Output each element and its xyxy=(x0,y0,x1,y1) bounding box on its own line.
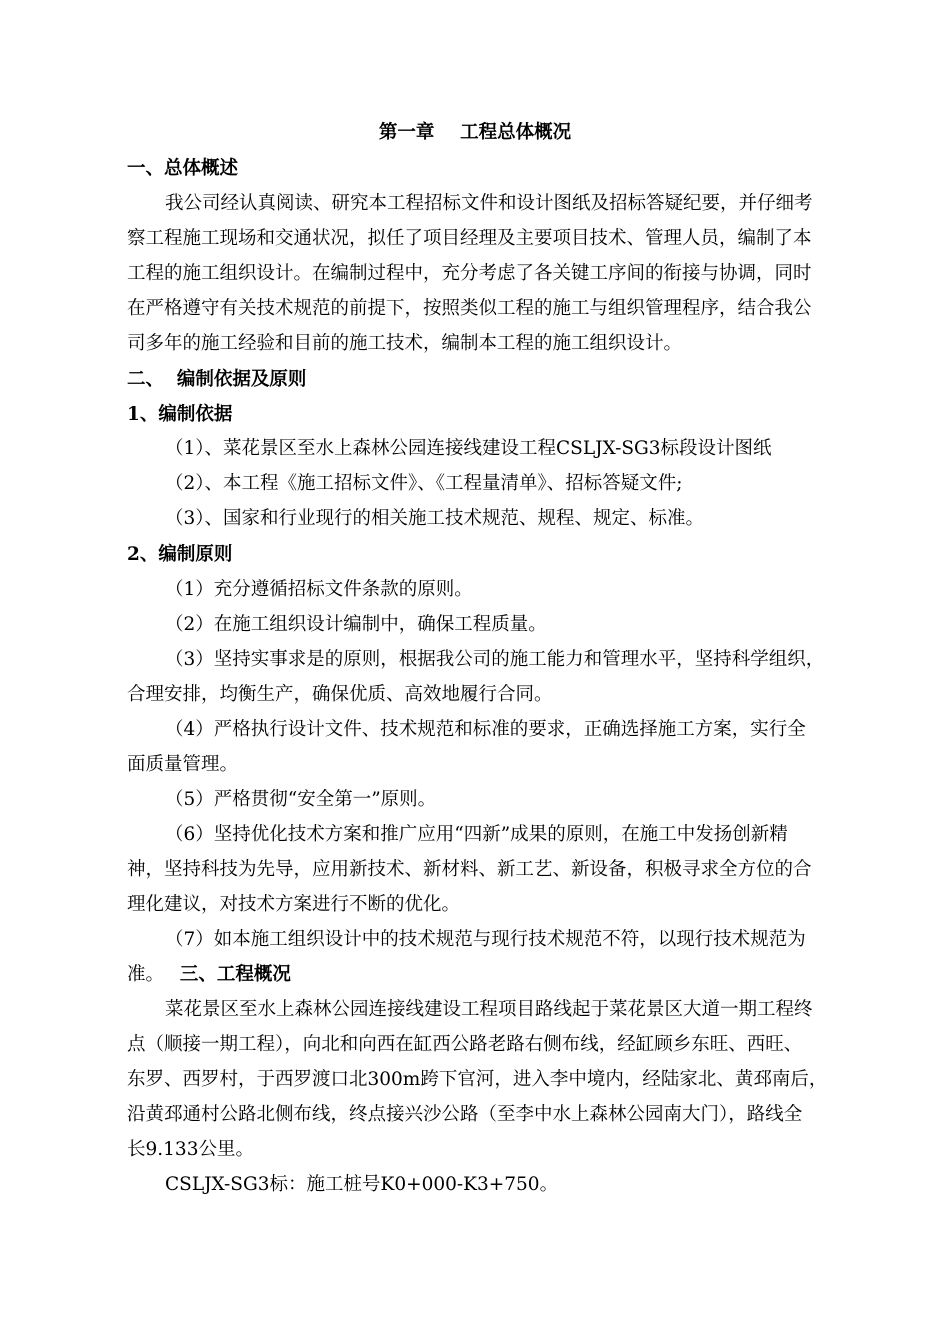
basis-item: （2）、本工程《施工招标文件》、《工程量清单》、招标答疑文件; xyxy=(165,473,683,494)
paragraph-line: 在严格遵守有关技术规范的前提下，按照类似工程的施工与组织管理程序，结合我公 xyxy=(127,298,812,319)
principle-line: （7）如本施工组织设计中的技术规范与现行技术规范不符，以现行技术规范为 xyxy=(165,929,806,950)
principle-line: 理化建议，对技术方案进行不断的优化。 xyxy=(127,894,461,915)
section-1-heading: 一、总体概述 xyxy=(127,158,239,179)
section-2-heading: 二、 编制依据及原则 xyxy=(127,369,307,390)
mixed-line xyxy=(127,963,291,987)
principle-line-end: 准。 xyxy=(127,964,165,985)
basis-item: （3）、国家和行业现行的相关施工技术规范、规程、规定、标准。 xyxy=(165,508,705,529)
basis-item: （1）、菜花景区至水上森林公园连接线建设工程CSLJX-SG3标段设计图纸 xyxy=(165,438,772,459)
overview-line: 点（顺接一期工程），向北和向西在缸西公路老路右侧布线，经缸顾乡东旺、西旺、 xyxy=(127,1034,803,1055)
principle-line: （2）在施工组织设计编制中，确保工程质量。 xyxy=(165,614,547,635)
principle-line: 神，坚持科技为先导，应用新技术、新材料、新工艺、新设备，积极寻求全方位的合 xyxy=(127,859,812,880)
overview-line: CSLJX-SG3标：施工桩号K0+000-K3+750。 xyxy=(165,1174,559,1195)
overview-line: 长9.133公里。 xyxy=(127,1139,254,1160)
overview-line: 沿黄邳通村公路北侧布线，终点接兴沙公路（至李中水上森林公园南大门），路线全 xyxy=(127,1104,803,1125)
principle-line: （1）充分遵循招标文件条款的原则。 xyxy=(165,579,473,600)
section-3-heading: 三、工程概况 xyxy=(179,964,291,985)
paragraph-line: 司多年的施工经验和目前的施工技术，编制本工程的施工组织设计。 xyxy=(127,333,683,354)
principle-line: （3）坚持实事求是的原则，根据我公司的施工能力和管理水平，坚持科学组织， xyxy=(165,649,825,670)
principle-line: （4）严格执行设计文件、技术规范和标准的要求，正确选择施工方案，实行全 xyxy=(165,719,806,740)
paragraph-line: 我公司经认真阅读、研究本工程招标文件和设计图纸及招标答疑纪要，并仔细考 xyxy=(165,193,813,214)
principle-line: 面质量管理。 xyxy=(127,754,239,775)
principle-line: （5）严格贯彻“安全第一”原则。 xyxy=(165,789,437,810)
overview-line: 菜花景区至水上森林公园连接线建设工程项目路线起于菜花景区大道一期工程终 xyxy=(165,999,813,1020)
principle-line: 合理安排，均衡生产，确保优质、高效地履行合同。 xyxy=(127,684,553,705)
subsection-2-heading: 2、编制原则 xyxy=(127,544,233,565)
overview-line: 东罗、西罗村，于西罗渡口北300m跨下官河，进入李中境内，经陆家北、黄邳南后， xyxy=(127,1069,828,1090)
principle-line: （6）坚持优化技术方案和推广应用“四新”成果的原则，在施工中发扬创新精 xyxy=(165,824,788,845)
chapter-title: 第一章 工程总体概况 xyxy=(378,122,572,143)
subsection-1-heading: 1、编制依据 xyxy=(127,404,233,425)
paragraph-line: 察工程施工现场和交通状况，拟任了项目经理及主要项目技术、管理人员，编制了本 xyxy=(127,228,812,249)
paragraph-line: 工程的施工组织设计。在编制过程中，充分考虑了各关键工序间的衔接与协调，同时 xyxy=(127,263,812,284)
